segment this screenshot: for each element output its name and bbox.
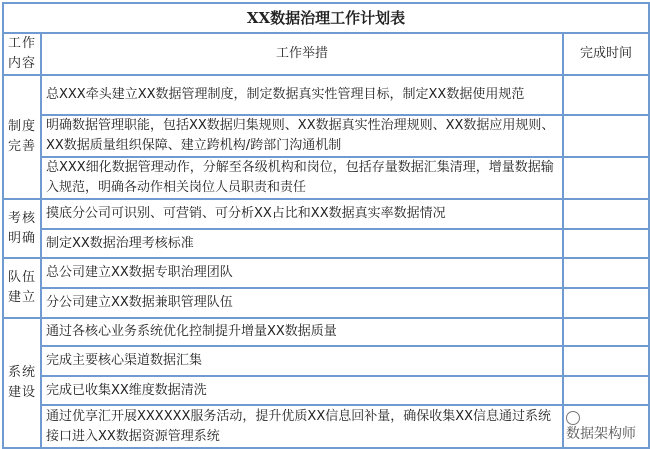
- time-cell[interactable]: [563, 346, 649, 376]
- time-cell[interactable]: [563, 229, 649, 258]
- time-cell[interactable]: [563, 157, 649, 199]
- table-row: [3, 346, 649, 376]
- header-measure: 工作举措: [41, 33, 563, 75]
- category-cell: 考核明确: [3, 199, 41, 258]
- measure-cell: 总XXX牵头建立XX数据管理制度，制定数据真实性管理目标，制定XX数据使用规范: [41, 75, 563, 115]
- header-category: 工作内容: [3, 33, 41, 75]
- time-cell[interactable]: [563, 318, 649, 346]
- time-cell[interactable]: [563, 258, 649, 288]
- measure-cell: 制定XX数据治理考核标准: [41, 229, 563, 258]
- time-cell[interactable]: [563, 288, 649, 318]
- table-title: XX数据治理工作计划表: [3, 3, 649, 33]
- time-cell[interactable]: [563, 115, 649, 157]
- watermark-text: 数据架构师: [566, 425, 636, 442]
- watermark: [566, 411, 646, 443]
- measure-cell: 总公司建立XX数据专职治理团队: [41, 258, 563, 288]
- category-cell: 制度完善: [3, 75, 41, 199]
- table-row: [3, 157, 649, 199]
- time-cell[interactable]: [563, 75, 649, 115]
- table-row: [3, 258, 649, 288]
- table-row: [3, 115, 649, 157]
- plan-table: [2, 2, 650, 449]
- measure-cell: 摸底分公司可识别、可营销、可分析XX占比和XX数据真实率数据情况: [41, 199, 563, 229]
- measure-cell: 总XXX细化数据管理动作，分解至各级机构和岗位，包括存量数据汇集清理，增量数据输入规范，明确各动作相关岗位人员职责和责任: [41, 157, 563, 199]
- table-row: [3, 75, 649, 115]
- time-cell[interactable]: [563, 199, 649, 229]
- measure-cell: 通过优享汇开展XXXXXX服务活动，提升优质XX信息回补量，确保收集XX信息通过系统接口进入XX数据资源管理系统: [41, 405, 563, 448]
- measure-cell: 完成已收集XX维度数据清洗: [41, 376, 563, 405]
- category-cell: 系统建设: [3, 318, 41, 448]
- measure-cell: 分公司建立XX数据兼职管理队伍: [41, 288, 563, 318]
- category-cell: 队伍建立: [3, 258, 41, 318]
- time-cell[interactable]: [563, 405, 649, 448]
- table-row: [3, 229, 649, 258]
- table-row: [3, 405, 649, 448]
- table-row: [3, 376, 649, 405]
- table-row: [3, 318, 649, 346]
- time-cell[interactable]: [563, 376, 649, 405]
- measure-cell: 完成主要核心渠道数据汇集: [41, 346, 563, 376]
- header-time: 完成时间: [563, 33, 649, 75]
- table-row: [3, 288, 649, 318]
- wechat-icon: [566, 411, 580, 425]
- table-row: [3, 199, 649, 229]
- measure-cell: 明确数据管理职能，包括XX数据归集规则、XX数据真实性治理规则、XX数据应用规则、XX数据质量组织保障、建立跨机构/跨部门沟通机制: [41, 115, 563, 157]
- measure-cell: 通过各核心业务系统优化控制提升增量XX数据质量: [41, 318, 563, 346]
